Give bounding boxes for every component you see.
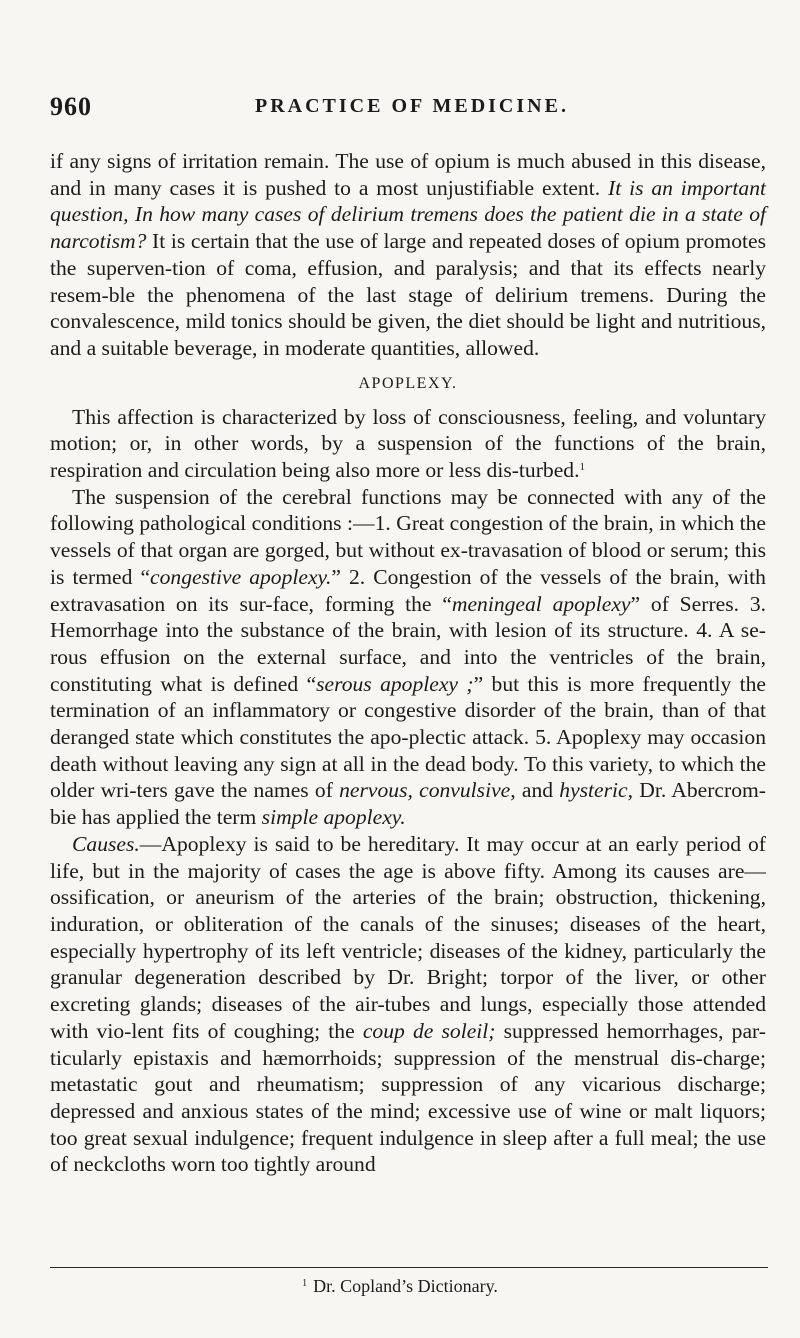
paragraph-definition: This affection is characterized by loss of consciousness, feeling, and voluntary motion; or, in other words, by a suspension of the functions of the brain, respiration and circulation being also more or less dis-turbed.$^1$ — [50, 404, 766, 483]
running-title: PRACTICE OF MEDICINE. — [255, 95, 569, 117]
footnote-divider — [50, 1267, 768, 1268]
page-number: 960 — [50, 92, 92, 121]
italic-question: It is an important question, In how many cases of delirium tremens does the patient die in a state of narcotism? — [50, 175, 766, 254]
paragraph-delirium-treatment: if any signs of irritation remain. The use of opium is much abused in this disease, and in many cases it is pushed to a most unjustifiable extent. It is an important question, In how many cases of delirium tremens does the patient die in a state of narcotism? It is certain that the use of large and repeated doses of opium promotes the superven-tion of coma, effusion, and paralysis; and that its effects nearly resem-ble the phenomena of the last stage of delirium tremens. During the convalescence, mild tonics should be given, the diet should be light and nutritious, and a suitable beverage, in moderate quantities, allowed. — [50, 149, 766, 360]
body-text — [50, 148, 766, 1178]
footnote-reference: 1 — [579, 461, 586, 474]
section-heading-apoplexy: APOPLEXY. — [358, 374, 458, 392]
paragraph-pathological-conditions: The suspension of the cerebral functions may be connected with any of the following pathological conditions :—1. Great congestion of the brain, in which the vessels of that organ are gorged, but without ex-travasation of blood or serum; this is termed “congestive apoplexy.” 2. Congestion of the vessels of the brain, with extravasation on its sur-face, forming the “meningeal apoplexy” of Serres. 3. Hemorrhage into the substance of the brain, with lesion of its structure. 4. A se-rous effusion on the external surface, and into the ventricles of the brain, constituting what is defined “serous apoplexy ;” but this is more frequently the termination of an inflammatory or congestive disorder of the brain, than of that deranged state which constitutes the apo-plectic attack. 5. Apoplexy may occasion death without leaving any sign at all in the dead body. To this variety, to which the older wri-ters gave the names of nervous, convulsive, and hysteric, Dr. Abercrom-bie has applied the term simple apoplexy. — [50, 484, 767, 830]
footnote-marker: 1 — [302, 1278, 308, 1289]
footnote — [0, 1276, 800, 1297]
page-header — [50, 92, 770, 132]
causes-label: Causes. — [72, 831, 140, 856]
footnote-text: Dr. Copland’s Dictionary. — [313, 1276, 498, 1296]
paragraph-causes: Causes.—Apoplexy is said to be hereditary. It may occur at an early period of life, but in the majority of cases the age is above fifty. Among its causes are—ossification, or aneurism of the arteries of the brain; obstruction, thickening, induration, or obliteration of the canals of the sinuses; diseases of the heart, especially hypertrophy of its left ventricle; diseases of the kidney, particularly the granular degeneration described by Dr. Bright; torpor of the liver, or other excreting glands; diseases of the air-tubes and lungs, especially those attended with vio-lent fits of coughing; the coup de soleil; suppressed hemorrhages, par-ticularly epistaxis and hæmorrhoids; suppression of the menstrual dis-charge; metastatic gout and rheumatism; suppression of any vicarious discharge; depressed and anxious states of the mind; excessive use of wine or malt liquors; too great sexual indulgence; frequent indulgence in sleep after a full meal; the use of neckcloths worn too tightly around — [50, 831, 766, 1177]
